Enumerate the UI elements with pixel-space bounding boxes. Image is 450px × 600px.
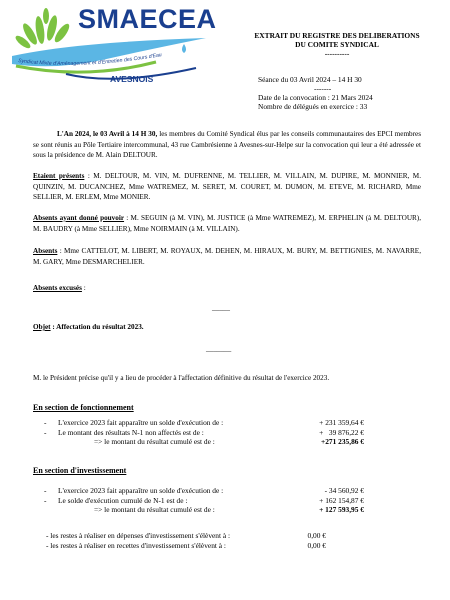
separator-2: _______	[206, 345, 232, 353]
restes-value: 0,00 €	[307, 540, 326, 550]
restes-row	[46, 531, 326, 541]
objet-line	[33, 322, 144, 333]
row-bullet: -	[44, 418, 47, 427]
intro-text: les membres du Comité Syndical élus par les conseils communautaires des EPCI membres se sont réunis au Pôle Tertiaire intercommunal, 43 rue Cambrésienne à Avesnes-sur-Helpe sur la convocation qui leur a été adressée et sous la présidence de M. Alain DELTOUR.	[33, 130, 422, 159]
row-value: + 231 359,64 €	[319, 418, 364, 427]
row-bullet: -	[44, 495, 47, 505]
row-value: +271 235,86 €	[320, 437, 364, 446]
excuses-label: Absents excusés	[33, 284, 82, 292]
president-paragraph: M. le Président précise qu'il y a lieu de procéder à l'affectation définitive du résultat de l'exercice 2023.	[33, 374, 330, 382]
seance-info	[258, 75, 438, 111]
registre-line-1: EXTRAIT DU REGISTRE DES DELIBERATIONS	[254, 31, 420, 40]
presents-text: : M. DELTOUR, M. VIN, M. DUFRENNE, M. TELLIER, M. VILLAIN, M. DUPIRE, M. MONNIER, M. QUINZIN, M. DUCANCHEZ, Mme WATREMEZ, M. SERET, M. COURET, M. DUMON, M. ETEVE, M. RICHARD, Mme SELLIER, M. ERLEM, Mme MONIER.	[33, 172, 421, 201]
investissement-title: En section d'investissement	[33, 466, 127, 475]
registre-title	[232, 31, 442, 58]
presents-paragraph	[33, 171, 421, 203]
row-label: Le montant des résultats N-1 non affectés est de :	[58, 427, 204, 437]
row-value: - 34 560,92 €	[324, 486, 364, 495]
objet-text: : Affectation du résultat 2023.	[50, 323, 144, 331]
convocation-date: Date de la convocation : 21 Mars 2024	[258, 93, 373, 102]
registre-line-2: DU COMITE SYNDICAL	[295, 40, 379, 49]
row-label: => le montant du résultat cumulé est de :	[94, 505, 215, 514]
row-label: L'exercice 2023 fait apparaître un solde d'exécution de :	[58, 486, 224, 495]
restes-label: - les restes à réaliser en recettes d'investissement s'élèvent à :	[46, 540, 226, 550]
restes-row	[46, 541, 326, 551]
restes-value: 0,00 €	[307, 531, 326, 540]
pouvoir-paragraph	[33, 213, 421, 234]
fonctionnement-table	[44, 418, 364, 447]
delegues-count: Nombre de délégués en exercice : 33	[258, 102, 368, 111]
logo-place: AVESNOIS	[110, 74, 154, 84]
row-bullet	[44, 437, 58, 447]
registre-line-3: ----------	[324, 49, 350, 58]
presents-label: Etaient présents	[33, 172, 85, 180]
row-label: => le montant du résultat cumulé est de :	[94, 437, 215, 446]
investissement-table	[44, 486, 364, 515]
seance-date: Séance du 03 Avril 2024 – 14 H 30	[258, 75, 362, 84]
row-label: Le solde d'exécution cumulé de N-1 est de :	[58, 495, 188, 505]
investissement-row	[44, 486, 364, 496]
pouvoir-text: : M. SEGUIN (à M. VIN), M. JUSTICE (à Mme WATREMEZ), M. ERPHELIN (à M. DELTOUR), M. BAUDRY (à Mme SELLIER), Mme NOIRMAIN (à M. VILLAIN).	[33, 214, 421, 233]
excuses-text: :	[81, 284, 86, 292]
row-value: + 127 593,95 €	[319, 505, 364, 514]
investissement-row	[44, 496, 364, 506]
row-label: L'exercice 2023 fait apparaître un solde d'exécution de :	[58, 418, 224, 427]
absents-paragraph	[33, 246, 421, 267]
leaf-icon	[14, 8, 72, 50]
smaecea-logo	[6, 2, 217, 94]
fonctionnement-row	[44, 418, 364, 428]
restes-label: - les restes à réaliser en dépenses d'investissement s'élèvent à :	[46, 531, 231, 540]
row-bullet: -	[44, 427, 47, 437]
separator-1: _____	[212, 304, 230, 312]
drop-icon	[182, 44, 186, 53]
intro-lead: L'An 2024, le 03 Avril à 14 H 30,	[57, 130, 158, 138]
row-bullet	[44, 505, 58, 515]
fonctionnement-row	[44, 428, 364, 438]
objet-label: Objet	[33, 323, 51, 331]
fonctionnement-row-total	[44, 437, 364, 447]
row-value: + 162 154,87 €	[319, 495, 364, 505]
absents-text: : Mme CATTELOT, M. LIBERT, M. ROYAUX, M. DEHEN, M. HIRAUX, M. BURY, M. BETTIGNIES, M. NAVARRE, M. GARY, Mme DESMARCHELIER.	[33, 247, 421, 266]
intro-paragraph	[33, 129, 421, 161]
row-bullet: -	[44, 486, 47, 495]
logo-brand: SMAECEA	[78, 4, 217, 34]
restes-table	[46, 531, 326, 550]
pouvoir-label: Absents ayant donné pouvoir	[33, 214, 125, 222]
excuses-paragraph	[33, 283, 421, 294]
absents-label: Absents	[33, 247, 58, 255]
investissement-row-total	[44, 505, 364, 515]
fonctionnement-title: En section de fonctionnement	[33, 403, 134, 412]
logo-curve-text: Syndicat Mixte d'Aménagement et d'Entretien des Cours d'Eau	[17, 52, 163, 67]
row-value: + 39 876,22 €	[319, 427, 364, 437]
seance-separator: -------	[314, 84, 332, 93]
